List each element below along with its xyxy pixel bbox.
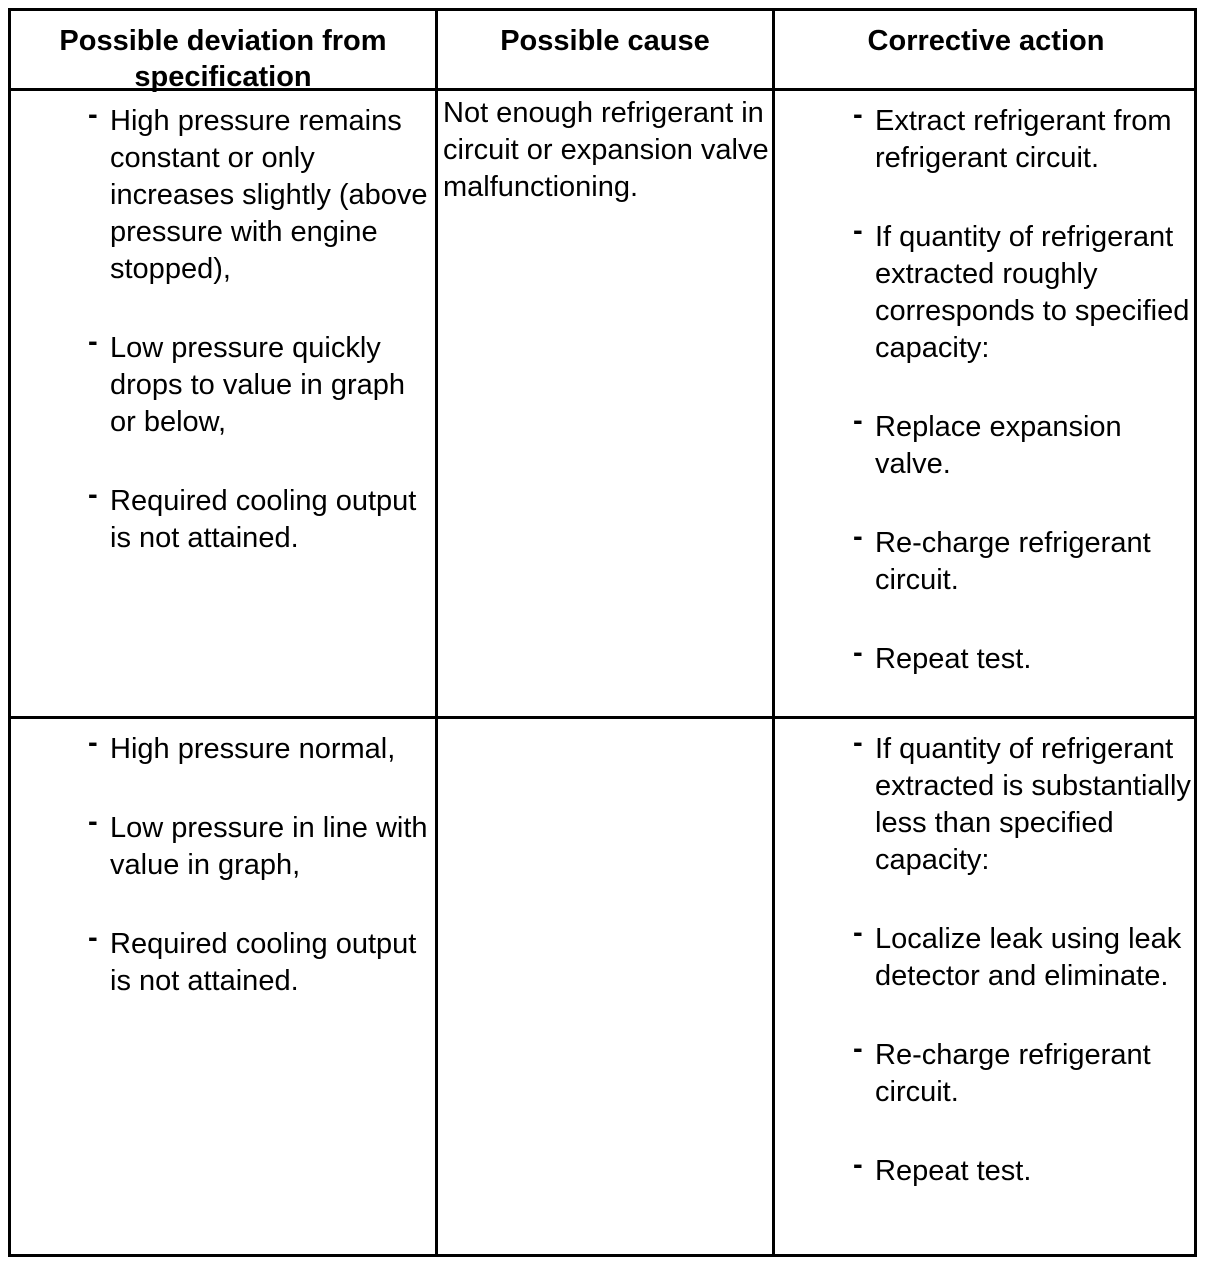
row1-cause: Not enough refrigerant in circuit or expansion valve malfunctioning. (443, 97, 769, 203)
column-divider (772, 11, 775, 1254)
row2-action-cell (853, 727, 1197, 1190)
header-cause: Possible cause (500, 25, 710, 57)
list-item: - If quantity of refrigerant extracted is substantially less than specified capacity: (853, 727, 1191, 876)
list-item: - Re-charge refrigerant circuit. (853, 1033, 1151, 1108)
list-item: - High pressure remains constant or only increases slightly (above pressure with engine stopped), (88, 99, 428, 285)
list-item: - Replace expansion valve. (853, 405, 1122, 480)
header-deviation: Possible deviation from specification (59, 25, 387, 93)
troubleshooting-table (8, 8, 1197, 1257)
list-item: - Extract refrigerant from refrigerant circuit. (853, 99, 1172, 174)
list-item: - Low pressure quickly drops to value in graph or below, (88, 326, 406, 438)
row2-deviation-cell (88, 727, 435, 1000)
list-item: - Re-charge refrigerant circuit. (853, 521, 1151, 596)
list-item: - Repeat test. (853, 1149, 1032, 1187)
list-item: - Repeat test. (853, 637, 1032, 675)
header-action: Corrective action (867, 25, 1105, 57)
row2-cause (438, 719, 772, 723)
list-item: - Required cooling output is not attained. (88, 479, 417, 554)
list-item: - Localize leak using leak detector and eliminate. (853, 917, 1182, 992)
list-item: - Required cooling output is not attained. (88, 922, 417, 997)
row1-action-cell (853, 99, 1197, 678)
list-item: - If quantity of refrigerant extracted roughly corresponds to specified capacity: (853, 215, 1190, 364)
row1-deviation-cell (88, 99, 435, 557)
list-item: - Low pressure in line with value in graph, (88, 806, 428, 881)
list-item: - High pressure normal, (88, 727, 396, 765)
